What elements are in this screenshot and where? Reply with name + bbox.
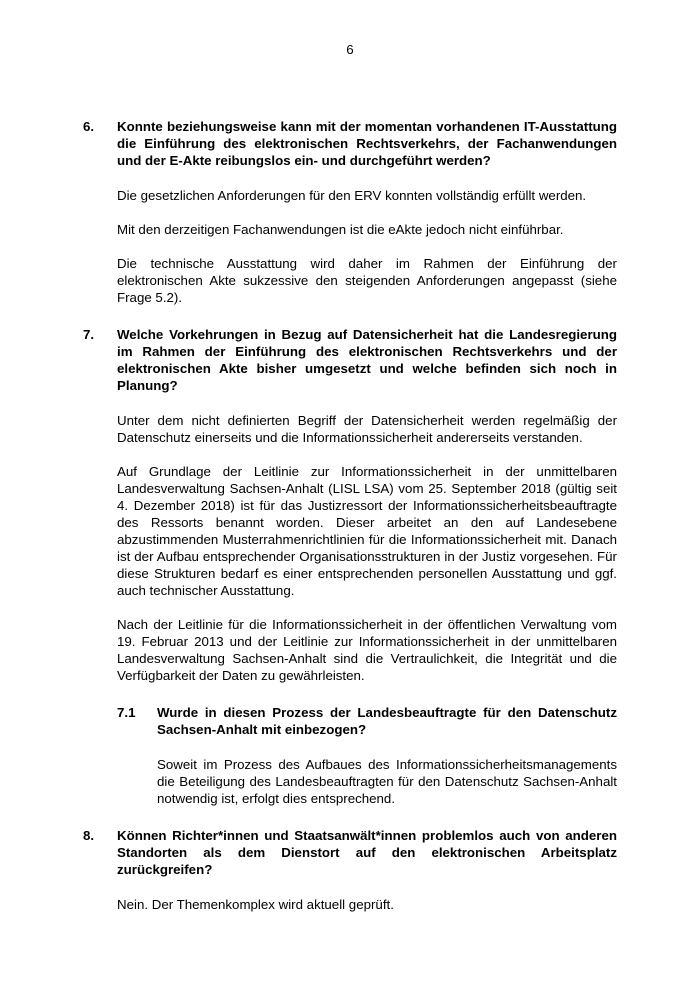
section-q7-1 <box>117 704 617 807</box>
page-number: 6 <box>346 42 354 57</box>
answer-paragraph: Auf Grundlage der Leitlinie zur Informationssicherheit in der unmittelbaren Landesverwaltung Sachsen-Anhalt (LISL LSA) vom 25. September 2018 (gültig seit 4. Dezember 2018) ist für das Justizressort der Informationssicherheitsbeauftragte des Ressorts benannt worden. Dieser arbeitet an den auf Landesebene abzustimmenden Musterrahmenrichtlinien für die Informationssicherheit mit. Danach ist der Aufbau entsprechender Organisationsstrukturen in der Justiz vorgesehen. Für diese Strukturen bedarf es einer entsprechenden personellen Ausstattung und ggf. auch technischer Ausstattung. <box>117 464 617 598</box>
question-text: Welche Vorkehrungen in Bezug auf Datensicherheit hat die Landesregierung im Rahmen der Einführung des elektronischen Rechtsverkehrs und der elektronischen Akte bisher umgesetzt und welche befinden sich noch in Planung? <box>117 327 617 393</box>
section-q6 <box>83 118 617 306</box>
question-text: Wurde in diesen Prozess der Landesbeauftragte für den Datenschutz Sachsen-Anhalt mit einbezogen? <box>157 705 617 737</box>
question-number: 7. <box>83 327 95 342</box>
question-7-1 <box>117 704 617 738</box>
section-q8 <box>83 827 617 913</box>
question-7 <box>83 326 617 394</box>
question-6 <box>83 118 617 169</box>
question-number: 6. <box>83 119 95 134</box>
document-body <box>83 118 617 930</box>
answer-paragraph: Die technische Ausstattung wird daher im Rahmen der Einführung der elektronischen Akte sukzessive den steigenden Anforderungen angepasst (siehe Frage 5.2). <box>117 256 617 305</box>
question-number: 8. <box>83 828 95 843</box>
section-q7 <box>83 326 617 684</box>
question-text: Konnte beziehungsweise kann mit der momentan vorhandenen IT-Ausstattung die Einführung des elektronischen Rechtsverkehrs, der Fachanwendungen und der E-Akte reibungslos ein- und durchgeführt werden? <box>117 119 617 168</box>
answer-paragraph: Nach der Leitlinie für die Informationssicherheit in der öffentlichen Verwaltung vom 19. Februar 2013 und der Leitlinie zur Informationssicherheit in der unmittelbaren Landesverwaltung Sachsen-Anhalt sind die Vertraulichkeit, die Integrität und die Verfügbarkeit der Daten zu gewährleisten. <box>117 617 617 683</box>
answer-paragraph: Die gesetzlichen Anforderungen für den ERV konnten vollständig erfüllt werden. <box>117 188 587 203</box>
question-text: Können Richter*innen und Staatsanwält*innen problemlos auch von anderen Standorten als dem Dienstort auf den elektronischen Arbeitsplatz zurückgreifen? <box>117 828 617 877</box>
answer-paragraph: Soweit im Prozess des Aufbaues des Informationssicherheitsmanagements die Beteiligung des Landesbeauftragten für den Datenschutz Sachsen-Anhalt notwendig ist, erfolgt dies entsprechend. <box>157 757 617 806</box>
question-8 <box>83 827 617 878</box>
answer-paragraph: Nein. Der Themenkomplex wird aktuell geprüft. <box>117 897 394 912</box>
question-number: 7.1 <box>117 705 136 720</box>
answer-paragraph: Unter dem nicht definierten Begriff der Datensicherheit werden regelmäßig der Datenschutz einerseits und die Informationssicherheit andererseits verstanden. <box>117 413 617 445</box>
answer-paragraph: Mit den derzeitigen Fachanwendungen ist die eAkte jedoch nicht einführbar. <box>117 222 564 237</box>
